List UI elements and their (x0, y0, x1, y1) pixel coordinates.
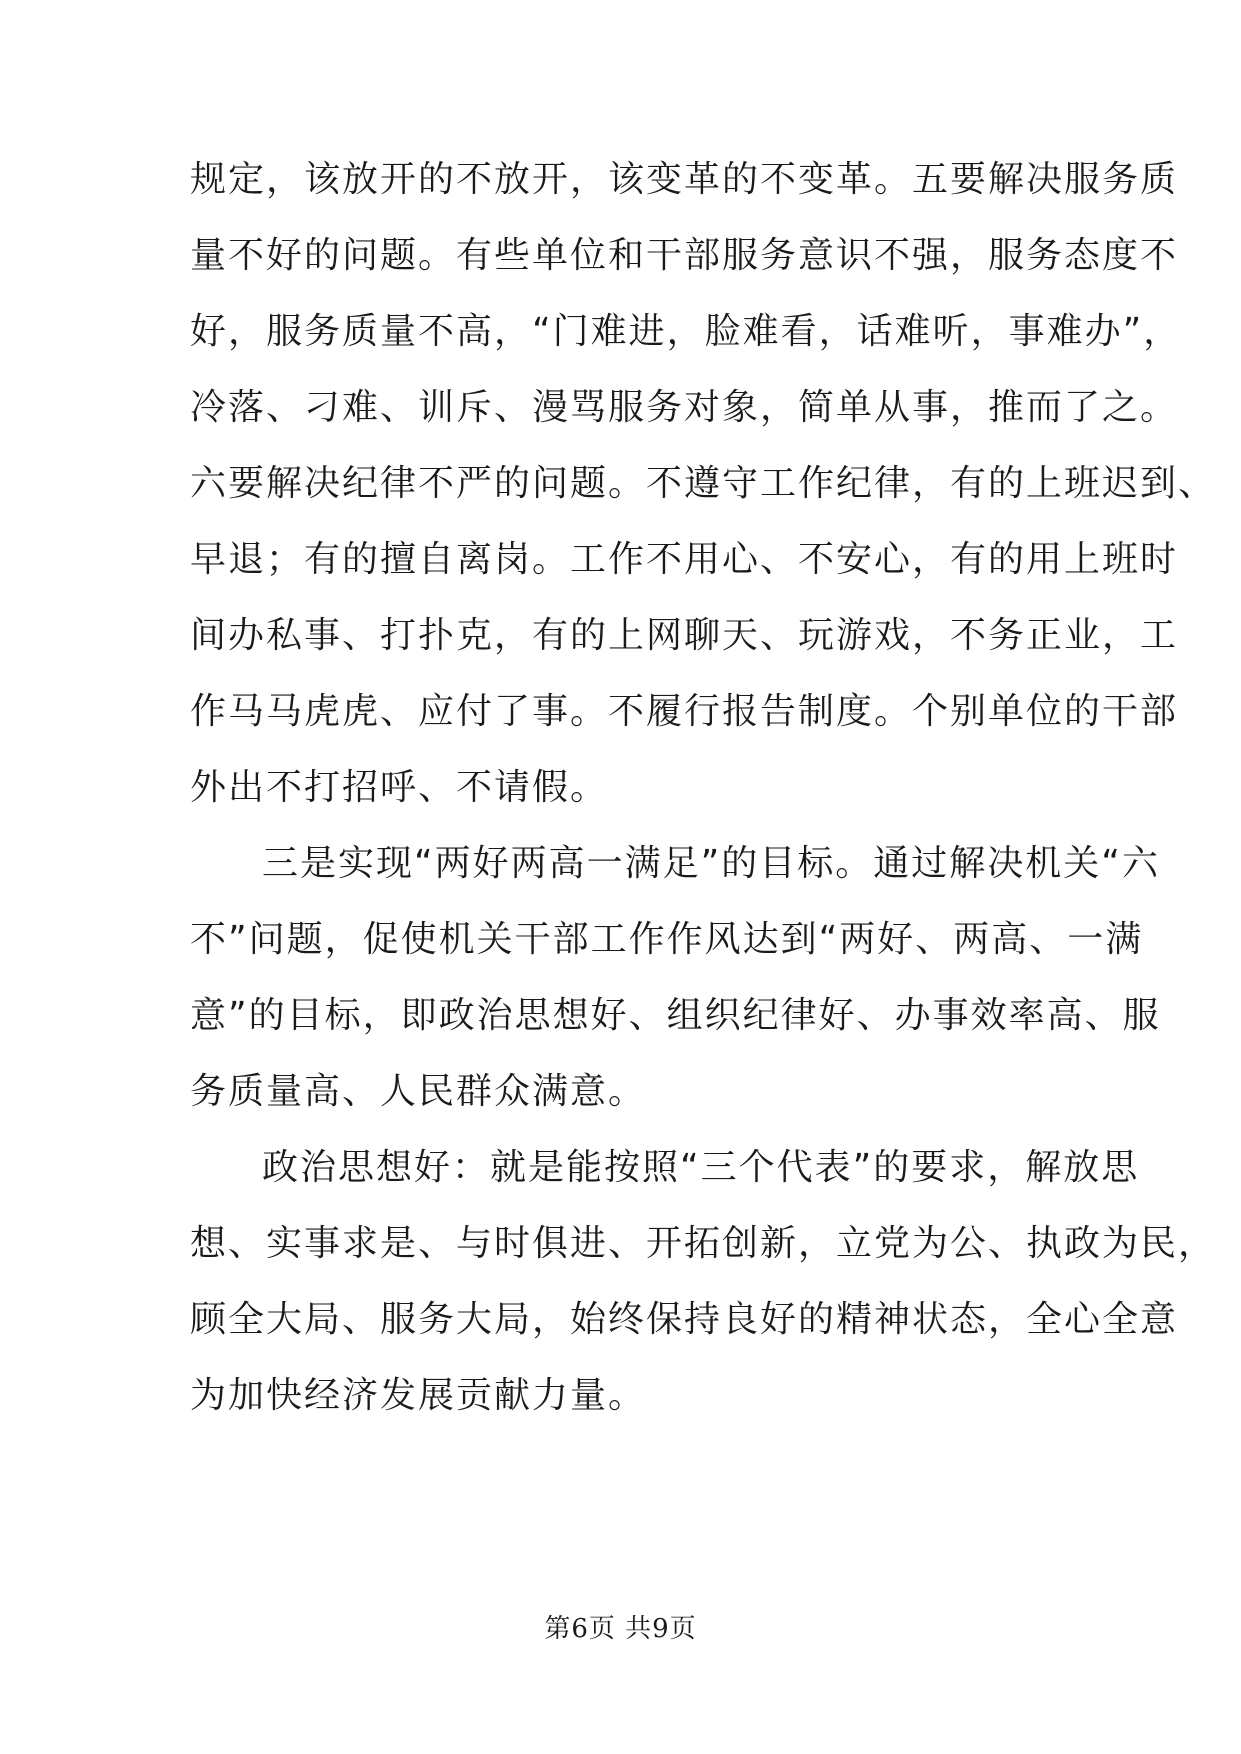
text-line: 外出不打招呼、不请假。 (190, 767, 609, 808)
text-line: 作马马虎虎、应付了事。不履行报告制度。个别单位的干部 (190, 691, 1179, 732)
page-number-footer: 第6页 共9页 (544, 1614, 697, 1644)
text-line: 间办私事、打扑克，有的上网聊天、玩游戏，不务正业，工 (190, 615, 1179, 656)
paragraph-first-line: 三是实现“两好两高一满足”的目标。通过解决机关“六 (262, 843, 1160, 884)
text-line: 好，服务质量不高，“门难进，脸难看，话难听，事难办”， (190, 311, 1182, 352)
text-line: 早退；有的擅自离岗。工作不用心、不安心，有的用上班时 (190, 539, 1179, 580)
text-line: 冷落、刁难、训斥、漫骂服务对象，简单从事，推而了之。 (190, 387, 1179, 428)
text-line: 六要解决纪律不严的问题。不遵守工作纪律，有的上班迟到、 (190, 463, 1217, 504)
text-line: 意”的目标，即政治思想好、组织纪律好、办事效率高、服 (190, 995, 1161, 1036)
text-line: 规定，该放开的不放开，该变革的不变革。五要解决服务质 (190, 159, 1179, 200)
text-line: 务质量高、人民群众满意。 (190, 1071, 647, 1112)
text-line: 不”问题，促使机关干部工作作风达到“两好、两高、一满 (190, 919, 1144, 960)
text-line: 量不好的问题。有些单位和干部服务意识不强，服务态度不 (190, 235, 1179, 276)
text-line: 为加快经济发展贡献力量。 (190, 1375, 647, 1416)
text-line: 顾全大局、服务大局，始终保持良好的精神状态，全心全意 (190, 1299, 1179, 1340)
text-line: 想、实事求是、与时俱进、开拓创新，立党为公、执政为民， (190, 1223, 1217, 1264)
paragraph-first-line: 政治思想好：就是能按照“三个代表”的要求，解放思 (262, 1147, 1140, 1188)
